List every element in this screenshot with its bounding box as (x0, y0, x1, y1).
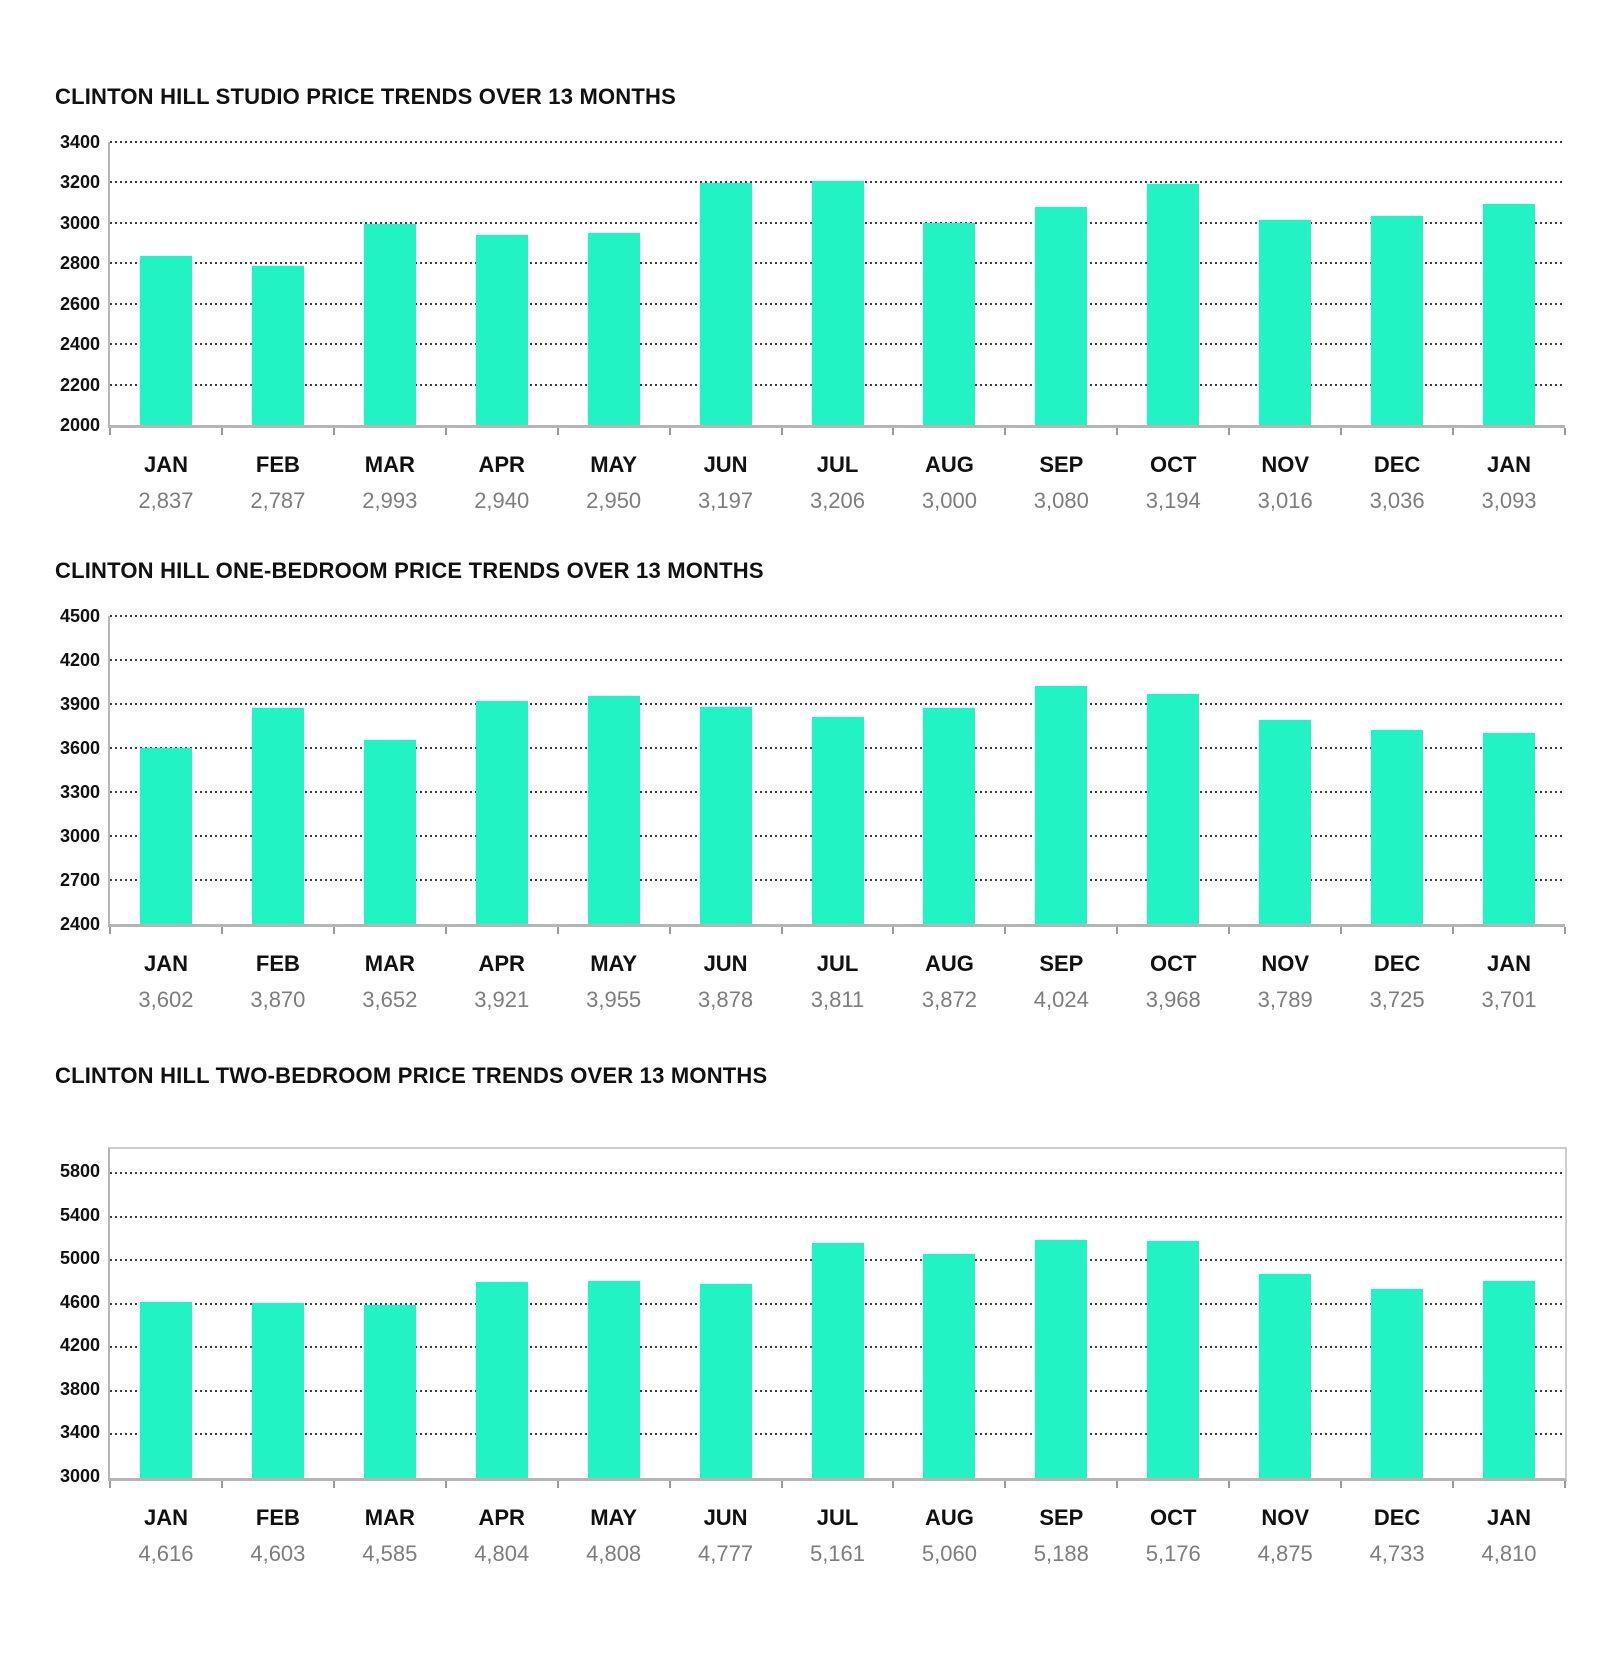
bar-oct-0 (1147, 184, 1199, 425)
x-axis-tick (1452, 927, 1454, 934)
x-axis-tick (1564, 428, 1566, 435)
x-axis-tick (781, 428, 783, 435)
x-axis-tick (109, 927, 111, 934)
y-axis-tick-label: 2400 (59, 914, 100, 934)
bar-nov-1 (1259, 720, 1311, 924)
x-axis-tick (1004, 1481, 1006, 1488)
month-label: JUL (816, 1505, 859, 1530)
month-label: FEB (255, 951, 300, 976)
x-axis-tick (445, 927, 447, 934)
bar-feb-2 (252, 1303, 304, 1478)
value-label: 4,808 (586, 1541, 642, 1566)
month-label: SEP (1039, 951, 1084, 976)
x-axis-tick (557, 927, 559, 934)
bar-sep-1 (1035, 686, 1087, 924)
value-label: 3,093 (1481, 488, 1537, 513)
one-bedroom-y-axis (55, 606, 100, 934)
bar-apr-0 (476, 235, 528, 425)
x-axis-tick (109, 1481, 111, 1488)
x-axis-tick (557, 1481, 559, 1488)
bar-jan-2 (140, 1302, 192, 1478)
x-axis-tick (1228, 428, 1230, 435)
x-axis-tick (1340, 1481, 1342, 1488)
value-label: 2,787 (250, 488, 306, 513)
bar-aug-2 (923, 1254, 975, 1478)
gridline (110, 615, 1565, 617)
value-label: 3,016 (1257, 488, 1313, 513)
value-label: 4,733 (1369, 1541, 1425, 1566)
y-axis-tick-label: 4600 (59, 1291, 100, 1312)
studio-plot-row (55, 132, 1600, 435)
month-label: MAR (364, 1505, 415, 1530)
y-axis-tick-label: 3400 (59, 1422, 100, 1443)
bar-jul-1 (812, 717, 864, 924)
bar-feb-0 (252, 266, 304, 425)
x-axis-tick (333, 1481, 335, 1488)
y-axis-tick-label: 4200 (59, 650, 100, 670)
value-label: 3,870 (250, 987, 306, 1012)
month-label: JAN (1487, 452, 1532, 477)
bar-jan-2 (1483, 1281, 1535, 1478)
x-axis-tick (892, 927, 894, 934)
x-axis-tick (221, 1481, 223, 1488)
two-bedroom-chart-section (55, 1013, 1600, 1567)
month-label: JUL (816, 452, 859, 477)
x-axis-tick (1116, 1481, 1118, 1488)
value-label: 5,060 (921, 1541, 977, 1566)
month-label: SEP (1039, 1505, 1084, 1530)
gridline (110, 703, 1565, 705)
bar-jan-1 (1483, 733, 1535, 924)
value-label: 5,188 (1033, 1541, 1089, 1566)
bar-oct-1 (1147, 694, 1199, 924)
value-label: 3,878 (698, 987, 754, 1012)
month-label: OCT (1150, 452, 1197, 477)
two-bedroom-y-axis (55, 1147, 100, 1486)
y-axis-tick-label: 3200 (59, 172, 100, 193)
y-axis-tick-label: 3600 (59, 738, 100, 758)
bar-dec-2 (1371, 1289, 1423, 1478)
gridline (110, 659, 1565, 661)
studio-plot-area (108, 142, 1565, 428)
y-axis-tick-label: 4500 (59, 606, 100, 626)
month-label: DEC (1373, 452, 1421, 477)
value-label: 2,993 (362, 488, 418, 513)
value-label: 4,616 (138, 1541, 194, 1566)
two-bedroom-chart-title: CLINTON HILL TWO-BEDROOM PRICE TRENDS OVER 13 MONTHS (55, 1063, 768, 1088)
bar-feb-1 (252, 708, 304, 924)
value-label: 3,652 (362, 987, 418, 1012)
month-label: JAN (143, 951, 188, 976)
bar-nov-2 (1259, 1274, 1311, 1478)
value-label: 4,777 (698, 1541, 754, 1566)
bar-jul-2 (812, 1243, 864, 1478)
value-label: 3,789 (1257, 987, 1313, 1012)
month-label: JAN (1487, 1505, 1532, 1530)
x-axis-tick (1116, 428, 1118, 435)
studio-chart-title: CLINTON HILL STUDIO PRICE TRENDS OVER 13 MONTHS (55, 84, 676, 109)
month-label: OCT (1150, 951, 1197, 976)
month-label: JUN (703, 951, 748, 976)
y-axis-tick-label: 3400 (59, 132, 100, 152)
y-axis-tick-label: 2400 (59, 334, 100, 355)
bar-jun-0 (700, 183, 752, 425)
bar-jun-2 (700, 1284, 752, 1478)
value-label: 3,194 (1145, 488, 1201, 513)
month-label: JAN (143, 452, 188, 477)
bar-oct-2 (1147, 1241, 1199, 1478)
bar-may-2 (588, 1281, 640, 1478)
one-bedroom-chart-section (55, 514, 1600, 1013)
y-axis-tick-label: 2700 (59, 870, 100, 890)
x-axis-tick (669, 428, 671, 435)
value-label: 4,603 (250, 1541, 306, 1566)
month-label: AUG (924, 1505, 974, 1530)
x-axis-tick (781, 927, 783, 934)
y-axis-tick-label: 3900 (59, 694, 100, 714)
month-label: APR (478, 951, 525, 976)
bar-sep-2 (1035, 1240, 1087, 1478)
one-bedroom-value-labels-row (110, 987, 1565, 1013)
bar-apr-1 (476, 701, 528, 924)
value-label: 5,176 (1145, 1541, 1201, 1566)
x-axis-tick (892, 428, 894, 435)
x-axis-tick (1452, 1481, 1454, 1488)
bar-mar-0 (364, 224, 416, 425)
value-label: 3,701 (1481, 987, 1537, 1012)
month-label: DEC (1373, 1505, 1421, 1530)
value-label: 2,837 (138, 488, 194, 513)
y-axis-tick-label: 2200 (59, 374, 100, 395)
month-label: AUG (924, 452, 974, 477)
value-label: 3,872 (921, 987, 977, 1012)
y-axis-tick-label: 3000 (59, 212, 100, 233)
bar-jan-1 (140, 748, 192, 924)
month-label: JUN (703, 1505, 748, 1530)
x-axis-tick (1228, 1481, 1230, 1488)
bar-jan-0 (1483, 204, 1535, 425)
x-axis-tick (892, 1481, 894, 1488)
one-bedroom-month-labels-row (110, 951, 1565, 977)
two-bedroom-plot-row (55, 1147, 1600, 1486)
x-axis-tick (221, 927, 223, 934)
value-label: 3,725 (1369, 987, 1425, 1012)
value-label: 3,811 (810, 987, 865, 1012)
value-label: 4,585 (362, 1541, 418, 1566)
value-label: 4,875 (1257, 1541, 1313, 1566)
month-label: MAR (364, 452, 415, 477)
month-label: JAN (143, 1505, 188, 1530)
month-label: MAY (590, 1505, 638, 1530)
x-axis-tick (1228, 927, 1230, 934)
month-label: DEC (1373, 951, 1421, 976)
month-label: JUN (703, 452, 748, 477)
bar-mar-1 (364, 740, 416, 924)
one-bedroom-plot-area (108, 616, 1565, 927)
bar-apr-2 (476, 1282, 528, 1479)
value-label: 3,955 (586, 987, 642, 1012)
value-label: 3,206 (809, 488, 866, 513)
x-axis-tick (445, 428, 447, 435)
month-label: NOV (1261, 951, 1310, 976)
x-axis-tick (781, 1481, 783, 1488)
x-axis-tick (1564, 927, 1566, 934)
month-label: MAR (364, 951, 415, 976)
month-label: FEB (255, 1505, 300, 1530)
y-axis-tick-label: 4200 (59, 1335, 100, 1356)
x-axis-tick (1116, 927, 1118, 934)
x-axis-tick (557, 428, 559, 435)
one-bedroom-plot-row (55, 606, 1600, 934)
month-label: APR (478, 452, 525, 477)
y-axis-tick-label: 2800 (59, 253, 100, 274)
bar-jun-1 (700, 707, 752, 924)
bar-jul-0 (812, 181, 864, 425)
month-label: JUL (816, 951, 859, 976)
bar-aug-1 (923, 708, 975, 924)
x-axis-tick (1004, 428, 1006, 435)
value-label: 3,968 (1145, 987, 1201, 1012)
x-axis-tick (669, 927, 671, 934)
studio-chart-section (55, 0, 1600, 514)
x-axis-tick (333, 927, 335, 934)
month-label: OCT (1150, 1505, 1197, 1530)
month-label: MAY (590, 951, 638, 976)
x-axis-tick (1340, 428, 1342, 435)
month-label: NOV (1261, 452, 1310, 477)
bar-mar-2 (364, 1305, 416, 1478)
month-label: JAN (1487, 951, 1532, 976)
y-axis-tick-label: 2600 (59, 293, 100, 314)
y-axis-tick-label: 2000 (59, 415, 100, 435)
value-label: 3,602 (138, 987, 194, 1012)
month-label: MAY (590, 452, 638, 477)
x-axis-tick (109, 428, 111, 435)
y-axis-tick-label: 3000 (59, 826, 100, 846)
month-label: NOV (1261, 1505, 1310, 1530)
x-axis-tick (1564, 1481, 1566, 1488)
y-axis-tick-label: 5000 (59, 1248, 100, 1269)
month-label: APR (478, 1505, 525, 1530)
studio-month-labels-row (110, 452, 1565, 478)
bar-aug-0 (923, 223, 975, 425)
value-label: 2,940 (474, 488, 530, 513)
value-label: 3,197 (698, 488, 754, 513)
bar-dec-0 (1371, 216, 1423, 425)
month-label: FEB (255, 452, 300, 477)
x-axis-tick (445, 1481, 447, 1488)
value-label: 4,024 (1033, 987, 1089, 1012)
value-label: 3,000 (921, 488, 977, 513)
bar-sep-0 (1035, 207, 1087, 425)
y-axis-tick-label: 5400 (59, 1204, 100, 1225)
value-label: 2,950 (586, 488, 642, 513)
two-bedroom-plot-area (108, 1147, 1567, 1481)
y-axis-tick-label: 3800 (59, 1378, 100, 1399)
x-axis-tick (669, 1481, 671, 1488)
y-axis-tick-label: 3300 (59, 782, 100, 802)
one-bedroom-chart-title: CLINTON HILL ONE-BEDROOM PRICE TRENDS OVER 13 MONTHS (55, 558, 764, 583)
value-label: 3,036 (1369, 488, 1425, 513)
y-axis-tick-label: 5800 (59, 1161, 100, 1181)
month-label: SEP (1039, 452, 1084, 477)
bar-may-0 (588, 233, 640, 425)
value-label: 4,810 (1481, 1541, 1537, 1566)
value-label: 3,921 (474, 987, 530, 1012)
bar-jan-0 (140, 256, 192, 425)
gridline (110, 1172, 1565, 1174)
bar-nov-0 (1259, 220, 1311, 425)
bar-dec-1 (1371, 730, 1423, 924)
value-label: 4,804 (474, 1541, 530, 1566)
studio-value-labels-row (110, 488, 1565, 514)
gridline (110, 141, 1565, 143)
x-axis-tick (1004, 927, 1006, 934)
x-axis-tick (221, 428, 223, 435)
value-label: 5,161 (809, 1541, 866, 1566)
two-bedroom-value-labels-row (110, 1541, 1565, 1567)
two-bedroom-month-labels-row (110, 1505, 1565, 1531)
x-axis-tick (1340, 927, 1342, 934)
gridline (110, 1216, 1565, 1218)
x-axis-tick (333, 428, 335, 435)
month-label: AUG (924, 951, 974, 976)
bar-may-1 (588, 696, 640, 924)
x-axis-tick (1452, 428, 1454, 435)
studio-y-axis (55, 132, 100, 435)
y-axis-tick-label: 3000 (59, 1466, 100, 1486)
value-label: 3,080 (1033, 488, 1089, 513)
